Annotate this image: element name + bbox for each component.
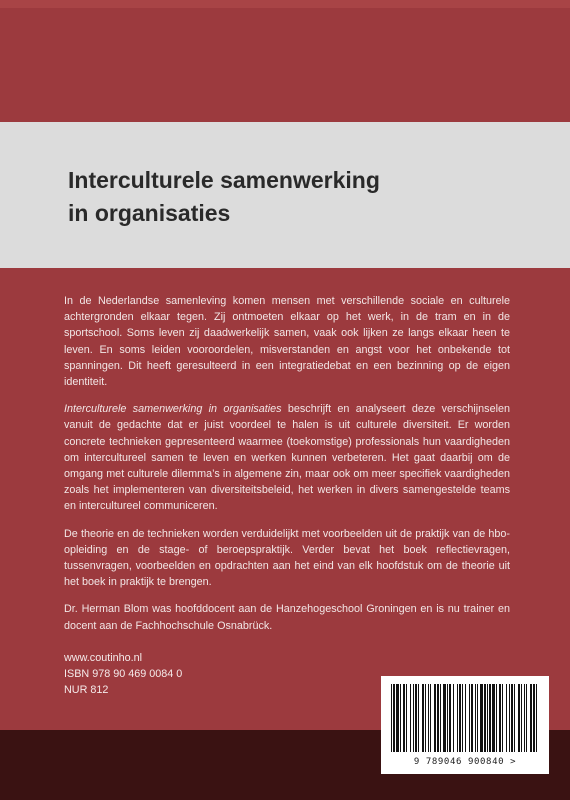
barcode-bar: [400, 684, 401, 752]
barcode-bar: [530, 684, 532, 752]
barcode-bar: [492, 684, 495, 752]
barcode-bar: [443, 684, 446, 752]
author-bio: Dr. Herman Blom was hoofddocent aan de Hanzehogeschool Groningen en is nu trainer en docent aan de Fachhochschule Osnabrück.: [64, 603, 510, 632]
barcode-bar: [514, 684, 515, 752]
barcode-bar: [440, 684, 441, 752]
barcode-bar: [415, 684, 417, 752]
publication-info: [64, 650, 314, 698]
blurb-paragraph-3: De theorie en de technieken worden verduidelijkt met voorbeelden uit de praktijk van de hbo-opleiding en de stage- of beroepspraktijk. Verder bevat het boek reflectievragen, tussenvragen, voorbeelden en opdrachten aan het eind van elk hoofdstuk om de theorie uit het boek in praktijk te brengen.: [64, 527, 510, 589]
barcode-bar: [509, 684, 510, 752]
top-band: [0, 0, 570, 8]
barcode-bar: [506, 684, 507, 752]
blurb: [64, 293, 510, 645]
barcode-bar: [406, 684, 407, 752]
barcode-bar: [484, 684, 486, 752]
barcode-bar: [393, 684, 395, 752]
barcode-bar: [396, 684, 399, 752]
barcode-bar: [502, 684, 503, 752]
barcode-bar: [462, 684, 463, 752]
barcode-bar: [489, 684, 491, 752]
barcode-bar: [447, 684, 448, 752]
barcode-bar: [487, 684, 488, 752]
barcode-bar: [425, 684, 426, 752]
barcode-bars: [389, 684, 541, 752]
barcode-bar: [403, 684, 405, 752]
barcode-bar: [465, 684, 466, 752]
barcode-bar: [391, 684, 392, 752]
barcode-bar: [499, 684, 501, 752]
barcode-bar: [471, 684, 473, 752]
isbn: ISBN 978 90 469 0084 0: [64, 668, 183, 680]
barcode-bar: [437, 684, 439, 752]
barcode-digits: 9 789046 900840 >: [413, 757, 517, 767]
barcode-bar: [533, 684, 535, 752]
barcode-bar: [413, 684, 414, 752]
barcode-bar: [449, 684, 451, 752]
blurb-title-italic: Interculturele samenwerking in organisaties: [64, 403, 282, 416]
barcode-bar: [524, 684, 525, 752]
barcode-bar: [410, 684, 411, 752]
barcode: [381, 676, 549, 774]
barcode-bar: [521, 684, 522, 752]
barcode-bar: [511, 684, 513, 752]
barcode-bar: [422, 684, 424, 752]
book-title: [68, 164, 548, 230]
barcode-bar: [536, 684, 537, 752]
nur-code: NUR 812: [64, 684, 109, 696]
barcode-bar: [430, 684, 431, 752]
barcode-bar: [480, 684, 483, 752]
barcode-bar: [453, 684, 454, 752]
barcode-bar: [459, 684, 461, 752]
barcode-bar: [496, 684, 497, 752]
barcode-bar: [428, 684, 429, 752]
barcode-bar: [518, 684, 520, 752]
barcode-bar: [477, 684, 478, 752]
title-line-1: Interculturele samenwerking: [68, 167, 380, 193]
barcode-bar: [469, 684, 470, 752]
barcode-bar: [418, 684, 419, 752]
barcode-bar: [526, 684, 527, 752]
barcode-bar: [475, 684, 476, 752]
publisher-website[interactable]: www.coutinho.nl: [64, 652, 143, 664]
barcode-bar: [457, 684, 458, 752]
blurb-paragraph-2-text: beschrijft en analyseert deze verschijnselen vanuit de gedachte dat er juist voordeel te halen is uit culturele diversiteit. Er worden concrete technieken gepresenteerd waarmee (toekomstige) professionals hun vaardigheden om intercultureel samen te leven en werken kunnen verbeteren. Het gaat daarbij om de omgang met culturele dilemma’s in algemene zin, maar ook om meer specifiek vaardigheden zoals het implementeren van diversiteitsbeleid, het werken in divers samengestelde teams en intercultureel communiceren.: [64, 403, 510, 513]
barcode-bar: [434, 684, 436, 752]
title-line-2: in organisaties: [68, 200, 231, 226]
blurb-paragraph-2: [64, 401, 510, 514]
blurb-paragraph-1: In de Nederlandse samenleving komen mensen met verschillende sociale en culturele achtergronden elkaar tegen. Zij ontmoeten elkaar op het werk, in de tram en in de sportschool. Soms leven zij daadwerkelijk samen, vaak ook lijken ze langs elkaar heen te leven. En soms leiden vooroordelen, misverstanden en angst voor het onbekende tot spanningen. Dit heeft geresulteerd in een integratiedebat en een bezinning op de eigen identiteit.: [64, 295, 510, 389]
